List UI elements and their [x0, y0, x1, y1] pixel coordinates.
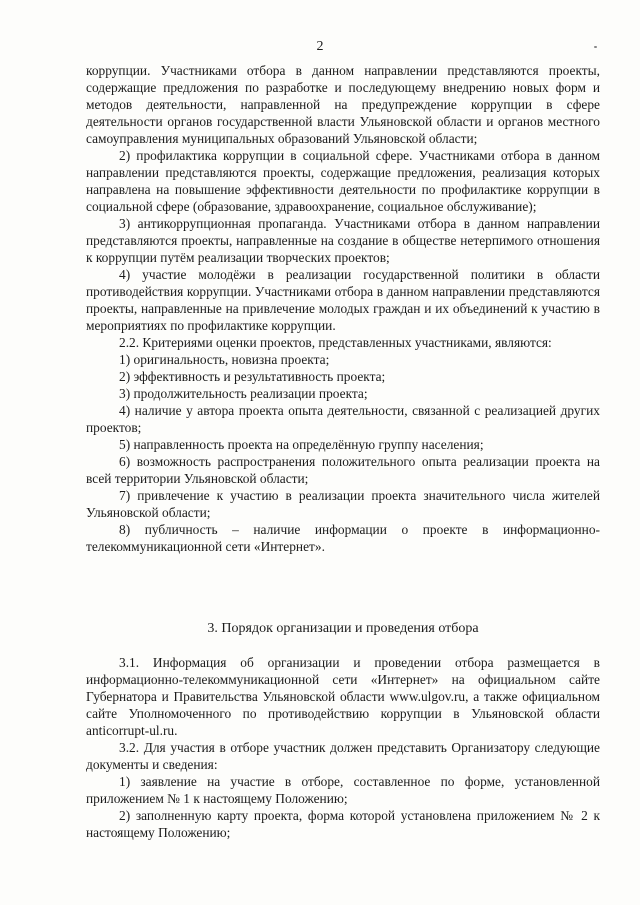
- list-item: 5) направленность проекта на определённую группу населения;: [119, 437, 484, 452]
- list-item: 1) оригинальность, новизна проекта;: [119, 352, 330, 367]
- paragraph: 3) антикоррупционная пропаганда. Участниками отбора в данном направлении представляются проекты, направленные на создание в обществе нетерпимого отношения к коррупции путём реализации творческих проектов;: [86, 216, 600, 265]
- paragraph: 3.1. Информация об организации и проведении отбора размещается в информационно-телекоммуникационной сети «Интернет» на официальном сайте Губернатора и Правительства Ульяновской области www.ulgov.ru, а также официальном сайте Уполномоченного по противодействию коррупции в Ульяновской области anticorrupt-ul.ru.: [86, 655, 600, 738]
- list-item: 7) привлечение к участию в реализации проекта значительного числа жителей Ульяновской области;: [86, 488, 600, 520]
- list-item: 2) эффективность и результативность проекта;: [119, 369, 386, 384]
- list-item: 2) заполненную карту проекта, форма которой установлена приложением № 2 к настоящему Положению;: [86, 808, 600, 840]
- list-item: 8) публичность – наличие информации о проекте в информационно-телекоммуникационной сети «Интернет».: [86, 522, 600, 554]
- page-number: 2: [316, 39, 324, 54]
- list-item: 1) заявление на участие в отборе, составленное по форме, установленной приложением № 1 к настоящему Положению;: [86, 774, 600, 806]
- body-text-bottom: [86, 654, 600, 841]
- paragraph: 2.2. Критериями оценки проектов, представленных участниками, являются:: [119, 335, 552, 350]
- paragraph: коррупции. Участниками отбора в данном направлении представляются проекты, содержащие предложения по разработке и последующему внедрению новых форм и методов деятельности, направленной на предупреждение коррупции в сфере деятельности органов государственной власти Ульяновской области и органов местного самоуправления муниципальных образований Ульяновской области;: [86, 63, 600, 146]
- list-item: 3) продолжительность реализации проекта;: [119, 386, 368, 401]
- body-text-top: [86, 62, 600, 555]
- paragraph: 2) профилактика коррупции в социальной сфере. Участниками отбора в данном направлении представляются проекты, содержащие предложения, реализация которых направлена на повышение эффективности деятельности по профилактике коррупции в социальной сфере (образование, здравоохранение, социальное обслуживание);: [86, 148, 600, 214]
- list-item: 6) возможность распространения положительного опыта реализации проекта на всей территории Ульяновской области;: [86, 454, 600, 486]
- paragraph: 3.2. Для участия в отборе участник должен представить Организатору следующие документы и сведения:: [86, 740, 600, 772]
- section-heading: 3. Порядок организации и проведения отбора: [207, 621, 479, 636]
- list-item: 4) наличие у автора проекта опыта деятельности, связанной с реализацией других проектов;: [86, 403, 600, 435]
- paragraph: 4) участие молодёжи в реализации государственной политики в области противодействия коррупции. Участниками отбора в данном направлении представляются проекты, направленные на привлечение молодых граждан и их объединений к участию в мероприятиях по профилактике коррупции.: [86, 267, 600, 333]
